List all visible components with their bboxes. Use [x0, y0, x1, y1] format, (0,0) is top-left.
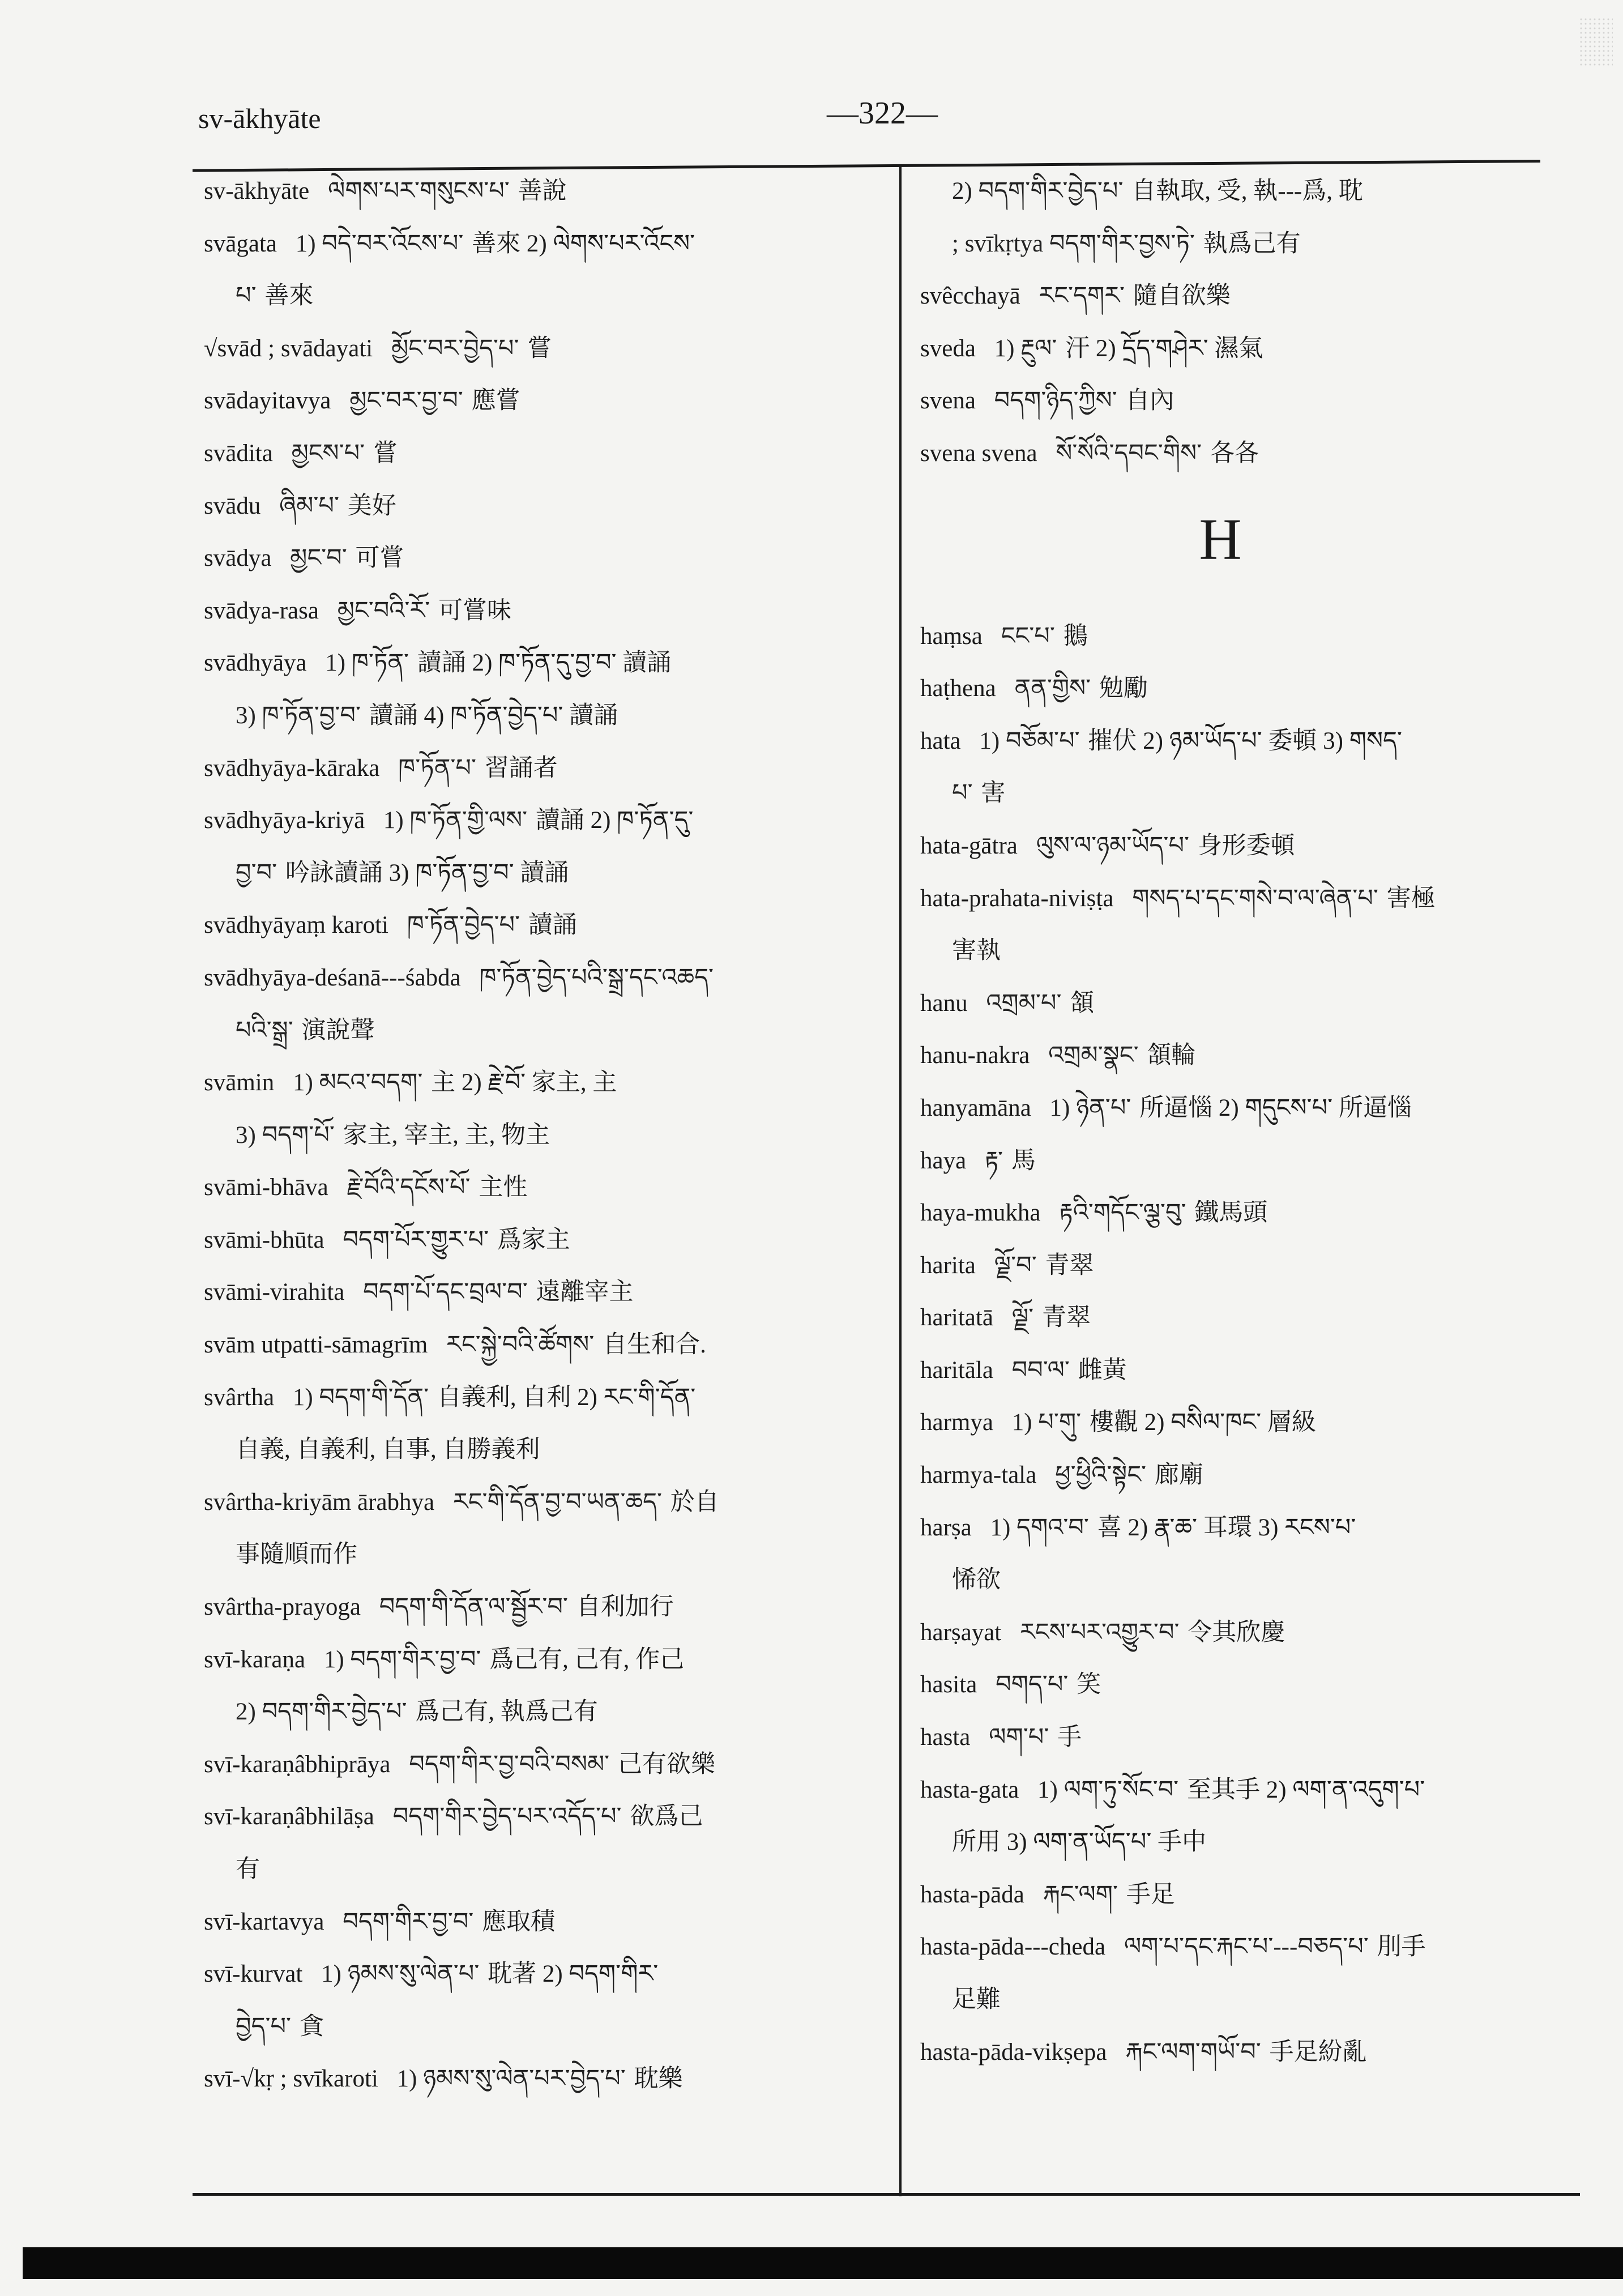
chinese-gloss: 讀誦 2) ཁ་ཏོན་དུ་ [535, 807, 694, 834]
dictionary-entry [920, 1712, 1571, 1764]
headword: hata [920, 727, 961, 754]
dictionary-entry [920, 2026, 1571, 2079]
tibetan-equivalent: 1) བཅོམ་པ་ [979, 727, 1080, 754]
chinese-gloss: 喜 2) རྣ་ཆ་ 耳環 3) རངས་པ་ [1097, 1514, 1356, 1541]
tibetan-equivalent: 1) མངའ་བདག་ [292, 1069, 423, 1096]
tibetan-equivalent: བདག་གིར་བྱ་བའི་བསམ་ [409, 1751, 610, 1778]
chinese-gloss: 主性 [479, 1174, 528, 1201]
dictionary-entry [920, 1659, 1571, 1712]
headword: svādhyāya-deśanā---śabda [204, 964, 461, 991]
dictionary-entry [920, 1869, 1571, 1922]
chinese-gloss: 善來 [264, 283, 314, 310]
dictionary-entry [204, 1739, 883, 1791]
chinese-gloss: 主 2) རྗེ་བོ་ 家主, 主 [431, 1069, 617, 1096]
headword: hasta-pāda---cheda [920, 1934, 1106, 1961]
chinese-gloss: 讀誦 4) ཁ་ཏོན་བྱེད་པ་ 讀誦 [369, 702, 618, 729]
chinese-gloss: 己有欲樂 [617, 1751, 715, 1778]
tibetan-equivalent: ལུས་ལ་ཉམ་ཡོད་པ་ [1036, 832, 1190, 859]
tibetan-equivalent: རྗེ་བོའི་དངོས་པོ་ [347, 1174, 471, 1201]
dictionary-entry [204, 165, 883, 218]
dictionary-entry [920, 1921, 1571, 1974]
headword: hasita [920, 1671, 977, 1698]
chinese-gloss: 讀誦 2) ཁ་ཏོན་དུ་བྱ་བ་ 讀誦 [417, 650, 672, 677]
tibetan-equivalent: རང་དགར་ [1039, 283, 1125, 310]
tibetan-equivalent: མྱངས་པ་ [291, 439, 365, 467]
tibetan-equivalent: 1) ཉམས་སུ་ལེན་པར་བྱེད་པ་ [396, 2065, 626, 2093]
chinese-gloss: 手 [1057, 1724, 1082, 1751]
dictionary-entry [204, 1372, 883, 1424]
chinese-gloss: 悕欲 [952, 1567, 1001, 1594]
tibetan-equivalent: བྱེད་པ་ [236, 2013, 292, 2040]
entry-continuation [920, 925, 1571, 978]
chinese-gloss: 爲己有, 執爲己有 [415, 1698, 598, 1726]
entry-continuation [204, 1109, 883, 1162]
dictionary-entry [204, 742, 883, 795]
dictionary-entry [204, 428, 883, 480]
chinese-gloss: 欲爲己 [630, 1803, 703, 1830]
tibetan-equivalent: རངས་པར་འགྱུར་བ་ [1020, 1619, 1180, 1646]
headword: svī-karaṇa [204, 1646, 306, 1673]
chinese-gloss: 執爲己有 [1203, 230, 1301, 257]
tibetan-equivalent: ངང་པ་ [1001, 622, 1055, 650]
tibetan-equivalent: བདག་པོ་དང་བྲལ་བ་ [363, 1279, 528, 1306]
headword: haṭhena [920, 675, 996, 702]
dictionary-entry [920, 1397, 1571, 1449]
right-column-bottom [920, 611, 1571, 2079]
entry-continuation [204, 847, 883, 900]
tibetan-equivalent: ཁ་ཏོན་བྱེད་པའི་སྒྲ་དང་འཆད་ [479, 964, 714, 991]
dictionary-entry [204, 1057, 883, 1109]
dictionary-entry [920, 978, 1571, 1030]
tibetan-equivalent: ལྗོ་བ་ [994, 1252, 1037, 1279]
entry-continuation [204, 1005, 883, 1057]
headword: hasta-pāda-vikṣepa [920, 2038, 1107, 2065]
tibetan-equivalent: འགྲམ་སྣང་ [1048, 1042, 1139, 1069]
chinese-gloss: 馬 [1011, 1147, 1036, 1174]
chinese-gloss: 應取積 [482, 1908, 556, 1935]
chinese-gloss: 隨自欲樂 [1133, 283, 1231, 310]
headword: svī-karaṇâbhiprāya [204, 1751, 391, 1778]
tibetan-equivalent: རང་གི་དོན་བྱ་བ་ཡན་ཆད་ [452, 1488, 663, 1516]
headword: svāmi-virahita [204, 1279, 345, 1306]
tibetan-equivalent: ལྗོ་ [1011, 1304, 1034, 1331]
chinese-gloss: 於自 [670, 1488, 719, 1516]
tibetan-equivalent: ལག་པ་ [989, 1724, 1049, 1751]
dictionary-entry [204, 1634, 883, 1687]
headword: hata-prahata-niviṣṭa [920, 885, 1114, 912]
tibetan-equivalent: 2) བདག་གིར་བྱེད་པ་ [236, 1698, 407, 1726]
chinese-gloss: 手足紛亂 [1269, 2038, 1367, 2065]
chinese-gloss: 事隨順而作 [236, 1541, 357, 1568]
chinese-gloss: 貪 [299, 2013, 324, 2040]
chinese-gloss: 習誦者 [484, 754, 558, 782]
dictionary-entry [920, 663, 1571, 715]
headword: svāmin [204, 1069, 275, 1096]
dictionary-entry [920, 1240, 1571, 1292]
scan-speckle [1579, 17, 1613, 68]
chinese-gloss: 所逼惱 2) གདུངས་པ་ 所逼惱 [1139, 1094, 1412, 1121]
tibetan-equivalent: ; svīkṛtya བདག་གིར་བྱས་ཏེ་ [952, 230, 1195, 257]
chinese-gloss: 勉勵 [1099, 675, 1148, 702]
tibetan-equivalent: མྱང་བར་བྱ་བ་ [349, 387, 463, 415]
dictionary-entry [204, 795, 883, 847]
headword: svāmi-bhāva [204, 1174, 328, 1201]
tibetan-equivalent: 1) ཁ་ཏོན་གྱི་ལས་ [383, 807, 528, 834]
chinese-gloss: 害 [981, 780, 1006, 807]
headword: hanu-nakra [920, 1042, 1030, 1069]
tibetan-equivalent: 1) དགའ་བ་ [990, 1514, 1089, 1541]
tibetan-equivalent: བགད་པ་ [996, 1671, 1069, 1698]
section-letter: H [1199, 506, 1242, 572]
tibetan-equivalent: བབ་ལ་ [1011, 1356, 1070, 1384]
tibetan-equivalent: རྟའི་གདོང་ལྕ་བུ་ [1059, 1200, 1186, 1227]
headword: sveda [920, 335, 976, 362]
dictionary-entry [204, 1319, 883, 1372]
dictionary-entry [204, 1948, 883, 2001]
chinese-gloss: 自義利, 自利 2) རང་གི་དོན་ [437, 1384, 696, 1411]
headword: svādya [204, 545, 272, 572]
headword: harṣayat [920, 1619, 1002, 1646]
dictionary-entry [204, 1214, 883, 1267]
chinese-gloss: 嘗 [527, 335, 552, 362]
dictionary-entry [204, 1581, 883, 1634]
headword: haritāla [920, 1356, 993, 1384]
dictionary-entry [204, 637, 883, 690]
tibetan-equivalent: རང་སྐྱེ་བའི་ཚོགས་ [446, 1331, 595, 1359]
dictionary-entry [204, 480, 883, 533]
chinese-gloss: 刖手 [1377, 1934, 1426, 1961]
entry-continuation [204, 2001, 883, 2054]
tibetan-equivalent: རྐང་ལག་གཡོ་བ་ [1125, 2038, 1261, 2065]
dictionary-entry [204, 218, 883, 271]
tibetan-equivalent: 3) བདག་པོ་ [236, 1121, 335, 1149]
chinese-gloss: 自執取, 受, 執---爲, 耽 [1131, 178, 1363, 204]
chinese-gloss: 善來 2) ལེགས་པར་འོངས་ [472, 230, 695, 257]
headword: haya [920, 1147, 967, 1174]
entry-continuation [920, 767, 1571, 820]
headword: svī-kurvat [204, 1961, 303, 1988]
tibetan-equivalent: ཕྱ་ཕྱིའི་སྟེང་ [1055, 1462, 1147, 1489]
chinese-gloss: 嘗 [373, 439, 398, 467]
chinese-gloss: 鵝 [1063, 622, 1088, 650]
chinese-gloss: 爲己有, 己有, 作己 [489, 1646, 685, 1673]
headword: svāgata [204, 230, 277, 257]
headword: svī-karaṇâbhilāṣa [204, 1803, 374, 1830]
tibetan-equivalent: རྟ་ [984, 1147, 1003, 1174]
chinese-gloss: 吟詠讀誦 3) ཁ་ཏོན་བྱ་བ་ 讀誦 [285, 859, 569, 886]
entry-continuation [204, 270, 883, 323]
headword: svādhyāya-kāraka [204, 754, 380, 782]
dictionary-entry [204, 323, 883, 375]
headword: svârtha [204, 1384, 275, 1411]
tibetan-equivalent: 1) བདག་གི་དོན་ [292, 1384, 429, 1411]
dictionary-entry [920, 428, 1571, 480]
headword: svādayitavya [204, 387, 331, 415]
dictionary-entry [920, 1082, 1571, 1135]
entry-continuation [920, 1554, 1571, 1607]
tibetan-equivalent: 1) ཉམས་སུ་ལེན་པ་ [321, 1961, 480, 1988]
chinese-gloss: 自利加行 [576, 1594, 674, 1621]
chinese-gloss: 青翠 [1045, 1252, 1094, 1279]
chinese-gloss: 汗 2) དྲོད་གཤེར་ 濕氣 [1065, 335, 1263, 362]
chinese-gloss: 應嘗 [471, 387, 520, 415]
headword: svādhyāya-kriyā [204, 807, 365, 834]
chinese-gloss: 青翠 [1041, 1304, 1091, 1331]
tibetan-equivalent: ལག་པ་དང་རྐང་པ་---བཅད་པ་ [1124, 1934, 1369, 1961]
tibetan-equivalent: 1) ཉེན་པ་ [1049, 1094, 1131, 1121]
dictionary-entry [204, 532, 883, 585]
headword: svādita [204, 439, 273, 467]
headword: sv-ākhyāte [204, 178, 310, 204]
chinese-gloss: 可嘗味 [438, 597, 511, 624]
chinese-gloss: 讀誦 [528, 912, 577, 939]
headword: hanyamāna [920, 1094, 1031, 1121]
headword: svāmi-bhūta [204, 1226, 324, 1253]
chinese-gloss: 令其欣慶 [1188, 1619, 1285, 1646]
headword: svârtha-kriyām ārabhya [204, 1488, 435, 1516]
headword: harṣa [920, 1514, 972, 1541]
headword: svena svena [920, 439, 1037, 467]
tibetan-equivalent: 1) པ་གུ་ [1011, 1409, 1082, 1436]
tibetan-equivalent: བྱ་བ་ [236, 859, 277, 886]
headword: harmya-tala [920, 1462, 1037, 1489]
headword: haṃsa [920, 622, 983, 650]
dictionary-entry [920, 1187, 1571, 1240]
tibetan-equivalent: 2) བདག་གིར་བྱེད་པ་ [952, 178, 1124, 204]
chinese-gloss: 耽樂 [634, 2065, 683, 2093]
chinese-gloss: 足難 [952, 1986, 1001, 2013]
headword: haya-mukha [920, 1200, 1041, 1227]
right-column [920, 165, 1571, 2079]
tibetan-equivalent: པའི་སྒྲ་ [236, 1017, 293, 1044]
headword: harmya [920, 1409, 993, 1436]
tibetan-equivalent: བདག་གིར་བྱ་བ་ [343, 1908, 474, 1935]
headword: svêcchayā [920, 283, 1020, 310]
tibetan-equivalent: 1) བདག་གིར་བྱ་བ་ [323, 1646, 481, 1673]
tibetan-equivalent: སོ་སོའི་དབང་གིས་ [1056, 439, 1202, 467]
dictionary-entry [204, 1476, 883, 1529]
dictionary-entry [204, 2053, 883, 2106]
tibetan-equivalent: ནན་གྱིས་ [1014, 675, 1091, 702]
entry-continuation [920, 218, 1571, 271]
headword: √svād ; svādayati [204, 335, 373, 362]
dictionary-entry [204, 899, 883, 952]
headword: svām utpatti-sāmagrīm [204, 1331, 428, 1359]
tibetan-equivalent: བདག་གི་དོན་ལ་སྦྱོར་བ་ [379, 1594, 568, 1621]
chinese-gloss: 家主, 宰主, 主, 物主 [343, 1121, 550, 1149]
entry-continuation [204, 1424, 883, 1476]
chinese-gloss: 手足 [1126, 1881, 1175, 1908]
tibetan-equivalent: 1) ཁ་ཏོན་ [325, 650, 409, 677]
tibetan-equivalent: 1) ལག་ཏུ་སོང་བ་ [1037, 1776, 1179, 1803]
scan-edge-band [23, 2247, 1623, 2279]
headword: svādu [204, 492, 261, 519]
entry-continuation [920, 165, 1571, 218]
dictionary-entry [920, 873, 1571, 925]
tibetan-equivalent: 3) ཁ་ཏོན་བྱ་བ་ [236, 702, 361, 729]
chinese-gloss: 頷輪 [1147, 1042, 1196, 1069]
dictionary-entry [204, 952, 883, 1005]
headword: svī-√kṛ ; svīkaroti [204, 2065, 378, 2093]
entry-continuation [920, 1816, 1571, 1869]
chinese-gloss: 爲家主 [497, 1226, 570, 1253]
chinese-gloss: 至其手 2) ལག་ན་འདུག་པ་ [1186, 1776, 1425, 1803]
dictionary-entry [204, 1162, 883, 1214]
dictionary-entry [920, 715, 1571, 768]
right-column-top [920, 165, 1571, 480]
headword: haritatā [920, 1304, 993, 1331]
chinese-gloss: 有 [236, 1856, 260, 1883]
chinese-gloss: 鐵馬頭 [1194, 1200, 1268, 1227]
tibetan-equivalent: རྐང་ལག་ [1043, 1881, 1118, 1908]
chinese-gloss: 害極 [1386, 885, 1436, 912]
entry-continuation [204, 1529, 883, 1581]
chinese-gloss: 美好 [347, 492, 396, 519]
tibetan-equivalent: མྱོང་བར་བྱེད་པ་ [391, 335, 519, 362]
dictionary-entry [920, 1502, 1571, 1555]
dictionary-entry [920, 1607, 1571, 1659]
headword: hanu [920, 989, 968, 1017]
chinese-gloss: 笑 [1077, 1671, 1101, 1698]
chinese-gloss: 各各 [1210, 439, 1259, 467]
headword: hasta-gata [920, 1776, 1019, 1803]
dictionary-entry [204, 585, 883, 638]
headword: hasta [920, 1724, 971, 1751]
left-column [204, 165, 883, 2106]
tibetan-equivalent: བདག་པོར་གྱུར་པ་ [343, 1226, 489, 1253]
chinese-gloss: 遠離宰主 [536, 1279, 634, 1306]
dictionary-entry [920, 323, 1571, 375]
chinese-gloss: 身形委頓 [1197, 832, 1295, 859]
headword: hata-gātra [920, 832, 1018, 859]
headword: svī-kartavya [204, 1908, 324, 1935]
headword: hasta-pāda [920, 1881, 1024, 1908]
dictionary-entry [204, 1266, 883, 1319]
dictionary-entry [920, 820, 1571, 873]
tibetan-equivalent: ཁ་ཏོན་པ་ [398, 754, 476, 782]
dictionary-entry [204, 375, 883, 428]
chinese-gloss: 演說聲 [301, 1017, 375, 1044]
dictionary-entry [920, 270, 1571, 323]
chinese-gloss: 可嘗 [355, 545, 404, 572]
chinese-gloss: 耽著 2) བདག་གིར་ [488, 1961, 659, 1988]
chinese-gloss: 所用 3) ལག་ན་ཡོད་པ་ 手中 [952, 1829, 1207, 1856]
dictionary-entry [920, 1135, 1571, 1188]
entry-continuation [204, 1843, 883, 1896]
running-head: sv-ākhyāte [198, 103, 321, 134]
tibetan-equivalent: བདག་ཉིད་ཀྱིས་ [994, 387, 1117, 415]
entry-continuation [204, 1686, 883, 1739]
tibetan-equivalent: འགྲམ་པ་ [986, 989, 1062, 1017]
tibetan-equivalent: ཁ་ཏོན་བྱེད་པ་ [407, 912, 520, 939]
tibetan-equivalent: མྱང་བའི་རོ་ [337, 597, 430, 624]
tibetan-equivalent: བདག་གིར་བྱེད་པར་འདོད་པ་ [392, 1803, 622, 1830]
dictionary-entry [920, 1449, 1571, 1502]
tibetan-equivalent: ལེགས་པར་གསུངས་པ་ [328, 178, 510, 204]
chinese-gloss: 廊廟 [1154, 1462, 1203, 1489]
page-number: —322— [827, 96, 938, 131]
headword: svādhyāyaṃ karoti [204, 912, 388, 939]
tibetan-equivalent: གསད་པ་དང་གསེ་བ་ལ་ཞེན་པ་ [1132, 885, 1378, 912]
dictionary-entry [920, 375, 1571, 428]
tibetan-equivalent: པ་ [952, 780, 973, 807]
chinese-gloss: 樓觀 2) བསིལ་ཁང་ 層級 [1089, 1409, 1316, 1436]
chinese-gloss: 害執 [952, 937, 1001, 965]
tibetan-equivalent: པ་ [236, 283, 257, 310]
tibetan-equivalent: 1) བདེ་བར་འོངས་པ་ [295, 230, 464, 257]
dictionary-entry [204, 1791, 883, 1843]
footer-rule [193, 2193, 1580, 2196]
chinese-gloss: 頷 [1070, 989, 1095, 1017]
chinese-gloss: 自生和合. [603, 1331, 706, 1359]
headword: svādya-rasa [204, 597, 319, 624]
dictionary-entry [920, 1030, 1571, 1082]
chinese-gloss: 自內 [1125, 387, 1174, 415]
headword: svârtha-prayoga [204, 1594, 361, 1621]
dictionary-entry [920, 1764, 1571, 1817]
headword: harita [920, 1252, 976, 1279]
entry-continuation [204, 690, 883, 742]
tibetan-equivalent: ཞིམ་པ་ [279, 492, 339, 519]
dictionary-entry [920, 611, 1571, 663]
headword: svādhyāya [204, 650, 307, 677]
tibetan-equivalent: 1) རྔུལ་ [994, 335, 1057, 362]
headword: svena [920, 387, 976, 415]
tibetan-equivalent: མྱང་བ་ [290, 545, 347, 572]
dictionary-entry [920, 1345, 1571, 1397]
dictionary-entry [920, 1292, 1571, 1345]
entry-continuation [920, 1974, 1571, 2026]
chinese-gloss: 善說 [518, 178, 567, 204]
chinese-gloss: 摧伏 2) ཉམ་ཡོད་པ་ 委頓 3) གསད་ [1088, 727, 1402, 754]
dictionary-entry [204, 1896, 883, 1949]
chinese-gloss: 自義, 自義利, 自事, 自勝義利 [236, 1436, 540, 1463]
chinese-gloss: 雌黃 [1078, 1356, 1127, 1384]
column-divider [899, 164, 902, 2196]
